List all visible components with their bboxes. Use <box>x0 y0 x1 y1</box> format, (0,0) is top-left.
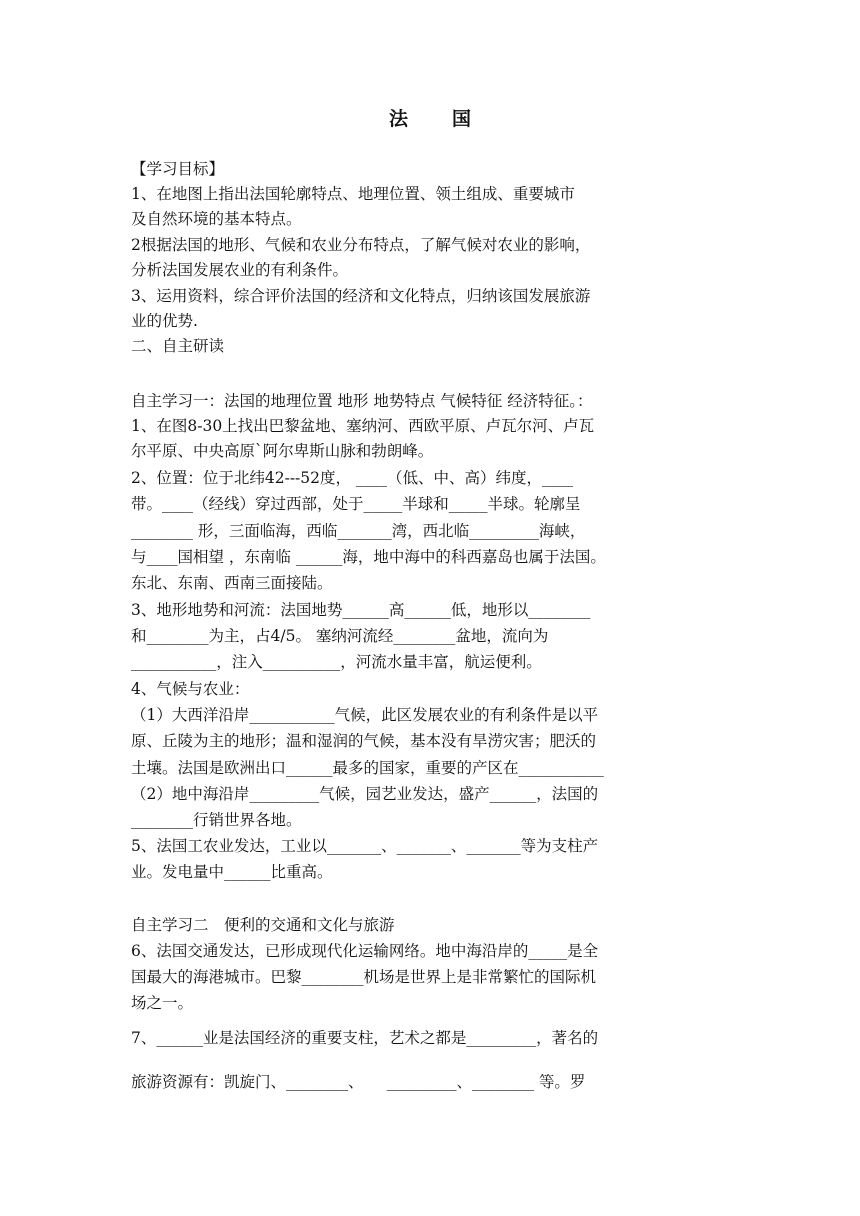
text-line: 场之一。 <box>131 994 194 1012</box>
text-line: 与____国相望 ，东南临 ______海，地中海中的科西嘉岛也属于法国。 <box>131 548 606 566</box>
text-line: 2、位置：位于北纬42---52度， ____（低、中、高）纬度，____ <box>131 469 573 487</box>
text-line: 1、在地图上指出法国轮廓特点、地理位置、领土组成、重要城市 <box>131 185 575 203</box>
text-line: 业。发电量中______比重高。 <box>131 863 333 881</box>
subsection-heading: 自主学习二 便利的交通和文化与旅游 <box>131 916 395 934</box>
page-title <box>0 104 860 131</box>
text-line: 带。____（经线）穿过西部，处于_____半球和_____半球。轮廓呈 <box>131 495 581 513</box>
text-line: 业的优势. <box>131 312 198 330</box>
title-char-2: 国 <box>452 108 472 130</box>
text-line: 4、气候与农业： <box>131 680 250 698</box>
section-heading: 二、自主研读 <box>131 337 225 355</box>
text-line: （2）地中海沿岸_________气候，园艺业发达，盛产______，法国的 <box>131 785 599 803</box>
text-line: （1）大西洋沿岸___________气候，此区发展农业的有利条件是以平 <box>131 706 599 724</box>
text-line: 2根据法国的地形、气候和农业分布特点，了解气候对农业的影响， <box>131 236 591 254</box>
text-line: 土壤。法国是欧洲出口______最多的国家，重要的产区在___________ <box>131 759 604 777</box>
text-line: ________ 形，三面临海，西临_______湾，西北临_________海峡， <box>131 522 586 540</box>
text-line: 旅游资源有：凯旋门、________、 _________、________ 等。罗 <box>131 1073 586 1091</box>
text-line: 5、法国工农业发达，工业以_______、_______、_______等为支柱产 <box>131 837 599 855</box>
text-line: 东北、东南、西南三面接陆。 <box>131 574 333 592</box>
section-heading: 【学习目标】 <box>131 160 225 178</box>
text-line: 6、法国交通发达，已形成现代化运输网络。地中海沿岸的_____是全 <box>131 942 599 960</box>
text-line: ___________，注入__________，河流水量丰富，航运便利。 <box>131 653 542 671</box>
text-line: 尔平原、中央高原`阿尔卑斯山脉和勃朗峰。 <box>131 442 434 460</box>
text-line: ________行销世界各地。 <box>131 811 302 829</box>
subsection-heading: 自主学习一：法国的地理位置 地形 地势特点 气候特征 经济特征。： <box>131 392 593 410</box>
text-line: 国最大的海港城市。巴黎________机场是世界上是非常繁忙的国际机 <box>131 968 597 986</box>
text-line: 3、地形地势和河流：法国地势______高______低，地形以________ <box>131 601 591 619</box>
text-line: 1、在图8-30上找出巴黎盆地、塞纳河、西欧平原、卢瓦尔河、卢瓦 <box>131 417 595 435</box>
text-line: 分析法国发展农业的有利条件。 <box>131 261 349 279</box>
text-line: 7、______业是法国经济的重要支柱，艺术之都是_________，著名的 <box>131 1029 599 1047</box>
text-line: 及自然环境的基本特点。 <box>131 210 302 228</box>
text-line: 原、丘陵为主的地形；温和湿润的气候，基本没有旱涝灾害；肥沃的 <box>131 732 597 750</box>
text-line: 和________为主，占4/5。 塞纳河流经________盆地，流向为 <box>131 627 549 645</box>
title-char-1: 法 <box>388 108 408 130</box>
text-line: 3、运用资料，综合评价法国的经济和文化特点，归纳该国发展旅游 <box>131 287 591 305</box>
